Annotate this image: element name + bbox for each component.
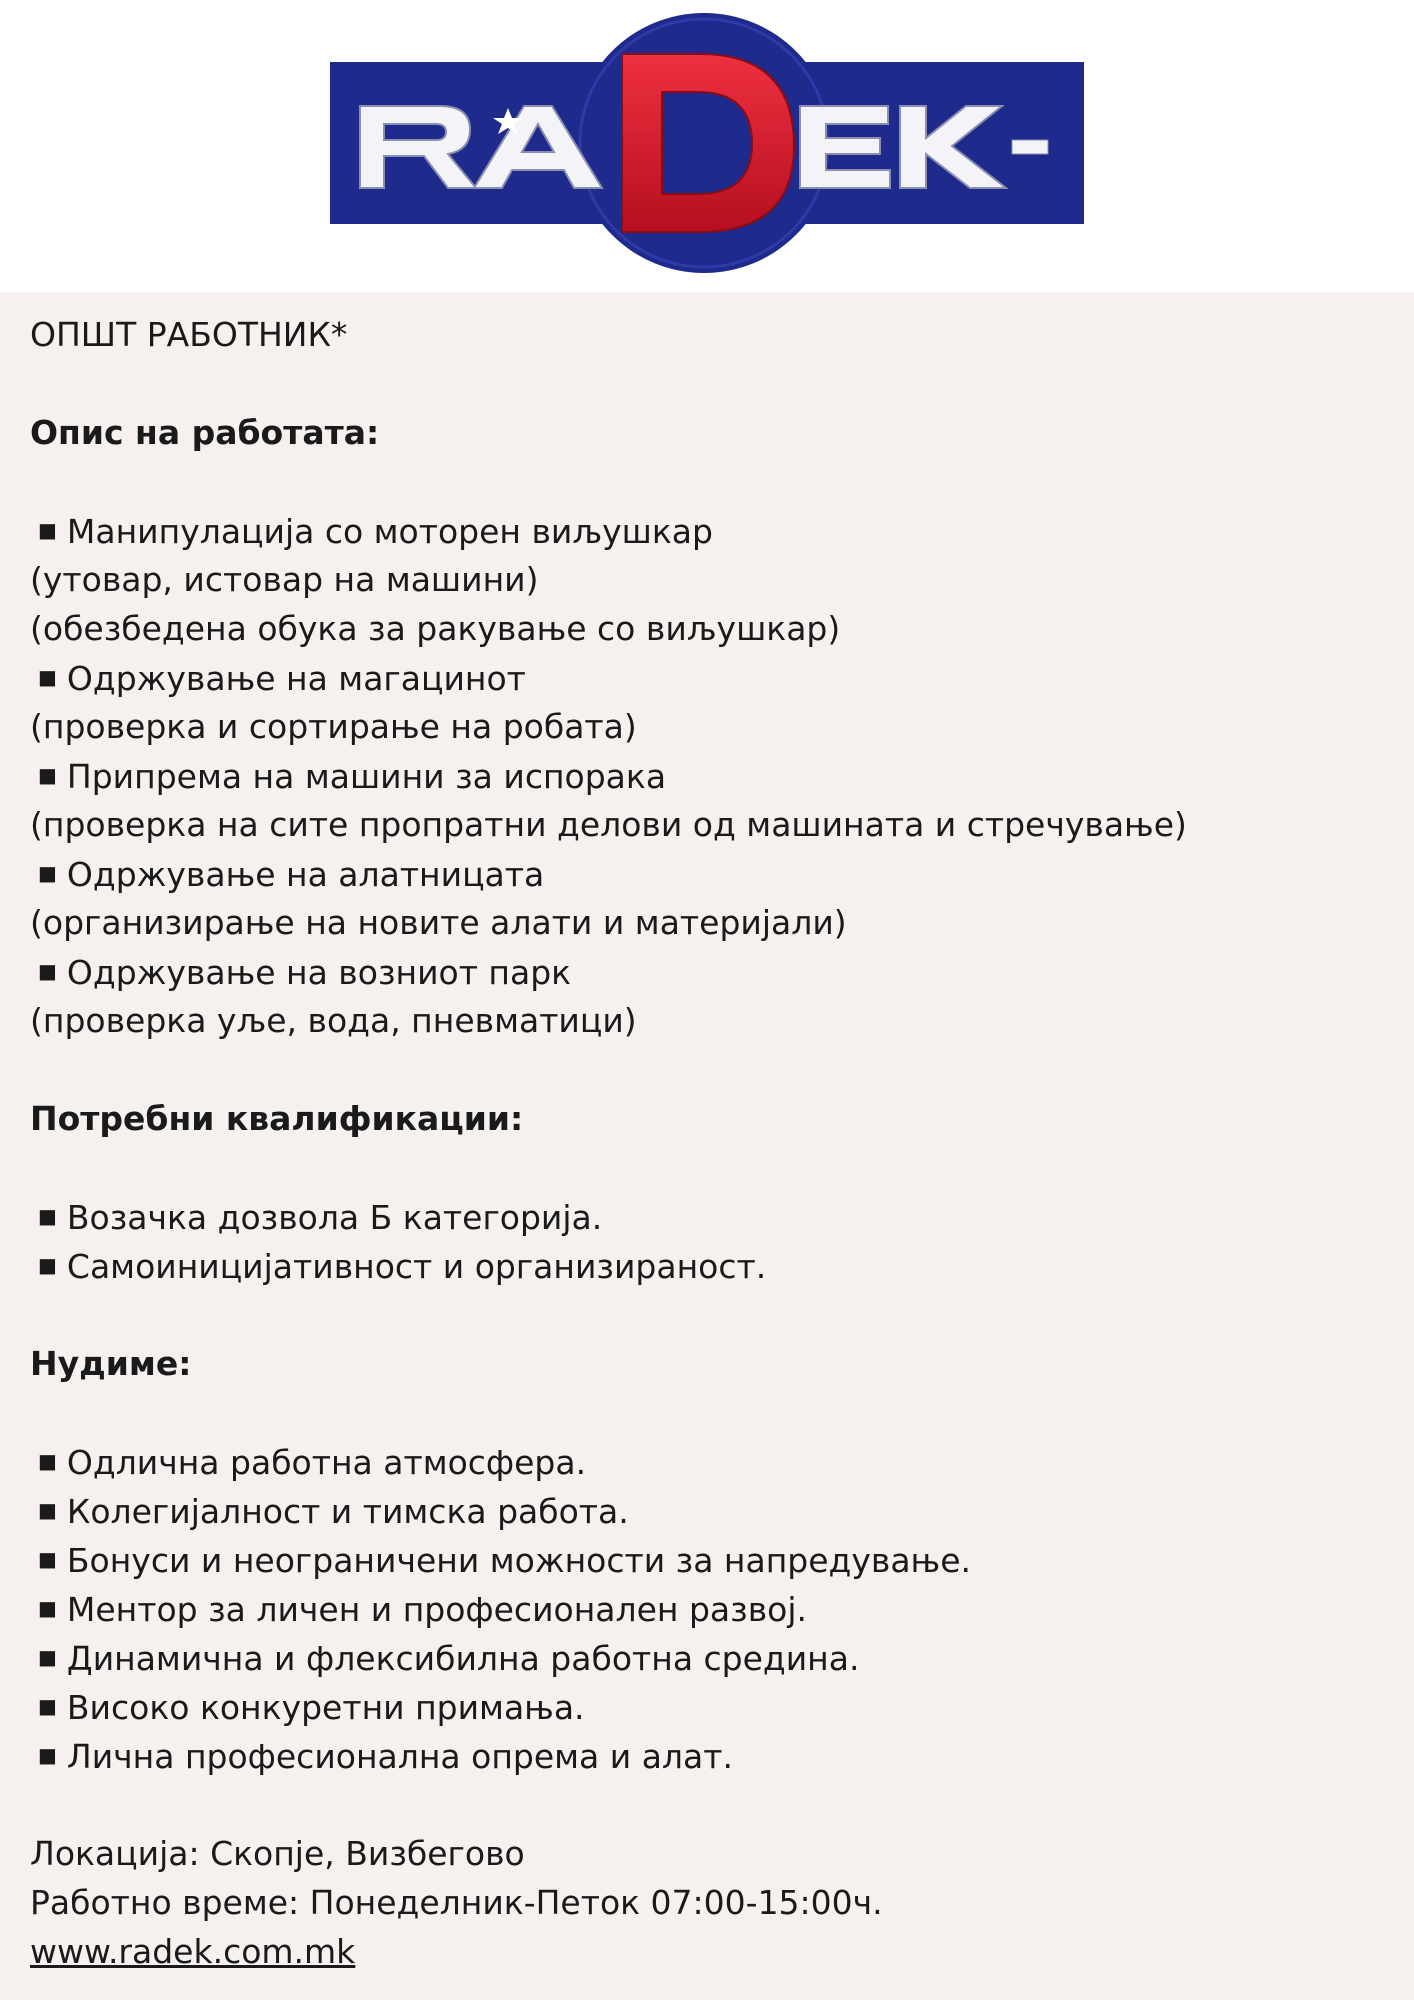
radek-logo xyxy=(0,0,1414,292)
bullet-icon: ■ xyxy=(38,1547,57,1571)
list-item: ■ Ментор за личен и професионален развој. xyxy=(38,1590,807,1629)
bullet-icon: ■ xyxy=(38,1694,57,1718)
bullet-icon: ■ xyxy=(38,763,57,787)
bullet-icon: ■ xyxy=(38,665,57,689)
bullet-icon: ■ xyxy=(38,1449,57,1473)
bullet-icon: ■ xyxy=(38,1253,57,1277)
bullet-icon: ■ xyxy=(38,1743,57,1767)
bullet-icon: ■ xyxy=(38,1645,57,1669)
item-note: (утовар, истовар на машини) xyxy=(30,560,539,599)
list-item: ■ Одржување на алатницата xyxy=(38,855,545,894)
location-text: Локација: Скопје, Визбегово xyxy=(30,1834,525,1873)
item-note: (проверка и сортирање на робата) xyxy=(30,707,637,746)
job-title: ОПШТ РАБОТНИК* xyxy=(30,315,348,354)
list-item: ■ Самоиницијативност и организираност. xyxy=(38,1247,767,1286)
list-item: ■ Бонуси и неограничени можности за напредување. xyxy=(38,1541,971,1580)
item-note: (проверка на сите пропратни делови од машината и стречување) xyxy=(30,805,1187,844)
bullet-icon: ■ xyxy=(38,518,57,542)
offer-heading: Нудиме: xyxy=(30,1344,192,1383)
website-link[interactable]: www.radek.com.mk xyxy=(30,1932,356,1971)
bullet-icon: ■ xyxy=(38,1204,57,1228)
list-item: ■ Одлична работна атмосфера. xyxy=(38,1443,587,1482)
list-item: ■ Манипулација со моторен виљушкар xyxy=(38,512,713,551)
qualifications-heading: Потребни квалификации: xyxy=(30,1099,524,1138)
item-note: (организирање на новите алати и материјали) xyxy=(30,903,847,942)
bullet-icon: ■ xyxy=(38,959,57,983)
logo-circle xyxy=(574,13,834,273)
list-item: ■ Лична професионална опрема и алат. xyxy=(38,1737,733,1776)
job-posting xyxy=(30,310,1390,1976)
logo-area xyxy=(0,0,1414,292)
list-item: ■ Возачка дозвола Б категорија. xyxy=(38,1198,603,1237)
list-item: ■ Припрема на машини за испорака xyxy=(38,757,667,796)
logo-letter-e xyxy=(800,106,890,188)
item-note: (обезбедена обука за ракување со виљушкар) xyxy=(30,609,841,648)
list-item: ■ Одржување на возниот парк xyxy=(38,953,572,992)
list-item: ■ Високо конкуретни примања. xyxy=(38,1688,585,1727)
bullet-icon: ■ xyxy=(38,861,57,885)
list-item: ■ Динамична и флексибилна работна средина. xyxy=(38,1639,860,1678)
working-hours-text: Работно време: Понеделник-Петок 07:00-15:00ч. xyxy=(30,1883,883,1922)
job-description-heading: Опис на работата: xyxy=(30,413,380,452)
bullet-icon: ■ xyxy=(38,1498,57,1522)
item-note: (проверка уље, вода, пневматици) xyxy=(30,1001,637,1040)
bullet-icon: ■ xyxy=(38,1596,57,1620)
list-item: ■ Колегијалност и тимска работа. xyxy=(38,1492,629,1531)
list-item: ■ Одржување на магацинот xyxy=(38,659,526,698)
